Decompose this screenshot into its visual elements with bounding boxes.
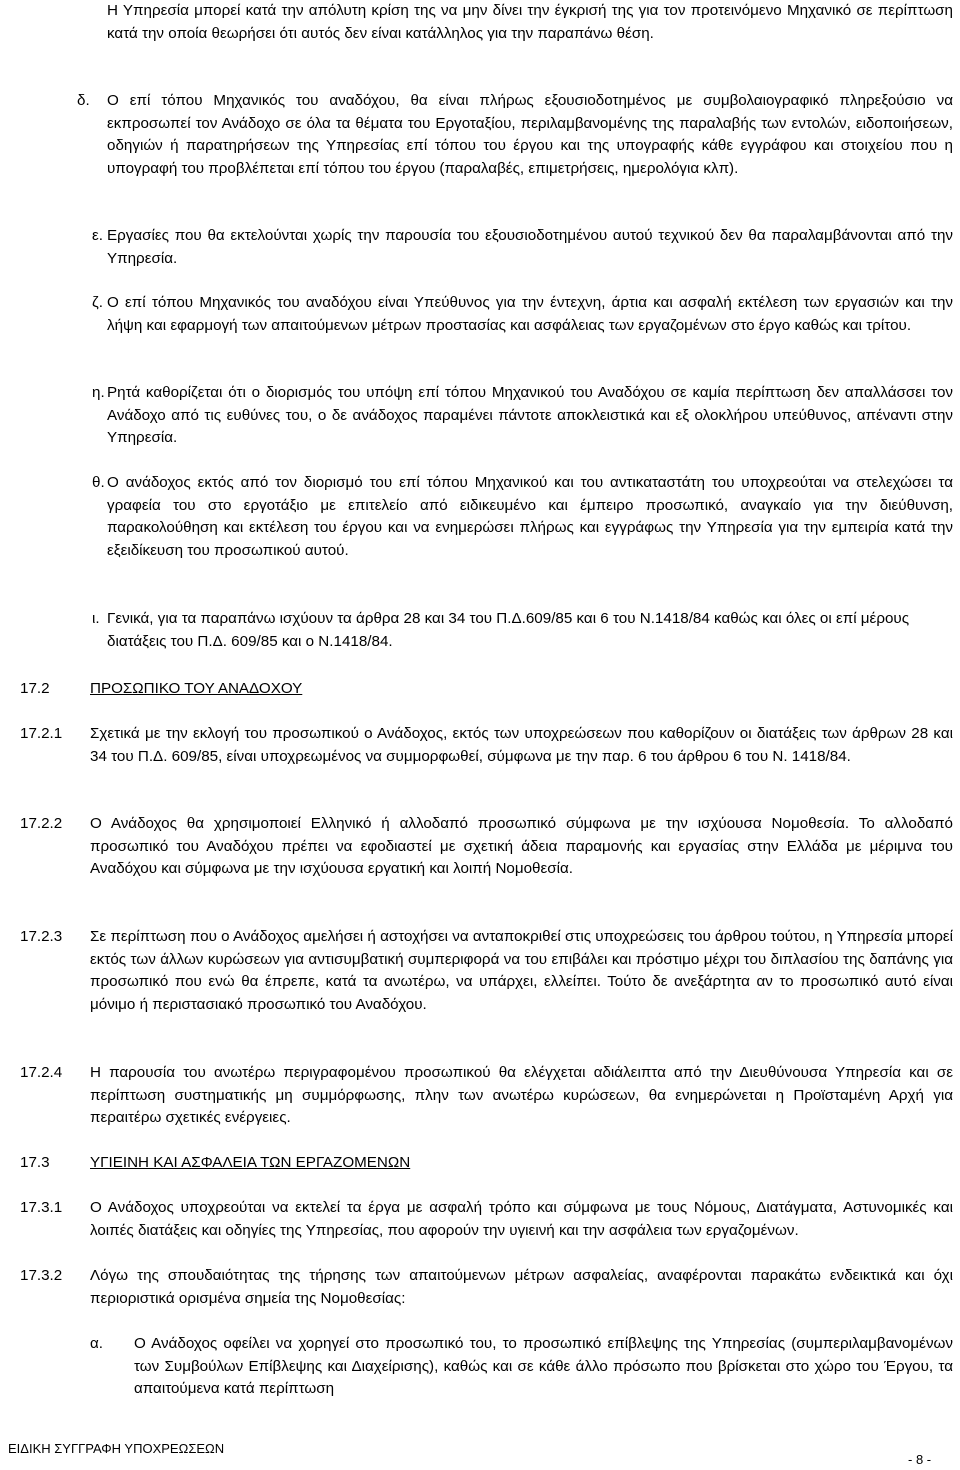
item-text-delta: Ο επί τόπου Μηχανικός του αναδόχου, θα είναι πλήρως εξουσιοδοτημένος με συμβολαιογραφικό πληρεξούσιο να εκπροσωπεί τον Ανάδοχο σε όλα τα θέματα του Εργοταξίου, περιλαμβανομένης της παραλαβής των εντολών, ειδοποιήσεων, οδηγιών ή παρατηρήσεων της Υπηρεσίας επί τόπου του έργου και της υπογραφής κάθε εγγράφου και στοιχείου που η υπογραφή του προβλέπεται επί τόπου του έργου (παραλαβές, επιμετρήσεις, ημερολόγια κλπ). — [107, 92, 953, 177]
section-title-17-2: ΠΡΟΣΩΠΙΚΟ ΤΟΥ ΑΝΑΔΟΧΟΥ — [90, 680, 303, 697]
item-text-zeta: Ο επί τόπου Μηχανικός του αναδόχου είναι Υπεύθυνος για την έντεχνη, άρτια και ασφαλή εκτέλεση των εργασιών και την λήψη και εφαρμογή των απαιτούμενων μέτρων προστασίας και ασφάλειας των εργαζομένων στο έργο καθώς και τρίτου. — [107, 294, 953, 334]
subsection-number-17-3-1: 17.3.1 — [20, 1199, 63, 1216]
subsection-text-17-2-3: Σε περίπτωση που ο Ανάδοχος αμελήσει ή αστοχήσει να ανταποκριθεί στις υποχρεώσεις του άρθρου τούτου, η Υπηρεσία μπορεί εκτός των άλλων κυρώσεων για αντισυμβατική συμπεριφορά να του επιβάλει και πρόστιμο μέχρι του διπλασίου της δαπάνης για προσωπικό που ενώ θα έπρεπε, κατά τα ανωτέρω, να υπάρχει, ελλείπει. Τούτο δε ανεξάρτητα αν το προσωπικό αυτό είναι μόνιμο ή περιστασιακό προσωπικό του Αναδόχου. — [90, 928, 953, 1013]
subsection-text-17-2-1: Σχετικά με την εκλογή του προσωπικού ο Ανάδοχος, εκτός των υποχρεώσεων που καθορίζουν οι διατάξεις των άρθρων 28 και 34 του Π.Δ. 609/85, είναι υποχρεωμένος να συμμορφωθεί, σύμφωνα με την παρ. 6 του άρθρου 6 του Ν. 1418/84. — [90, 725, 953, 765]
subsection-number-17-2-4: 17.2.4 — [20, 1064, 63, 1081]
item-mark-iota: ι. — [92, 610, 100, 627]
subsection-number-17-2-3: 17.2.3 — [20, 928, 63, 945]
subsection-number-17-3-2: 17.3.2 — [20, 1267, 63, 1284]
item-mark-theta: θ. — [92, 474, 105, 491]
section-number-17-2: 17.2 — [20, 680, 50, 697]
item-text-theta: Ο ανάδοχος εκτός από τον διορισμό του επί τόπου Μηχανικού και του αντικαταστάτη του υποχρεούται να στελεχώσει τα γραφεία του στο εργοτάξιο με επιτελείο από ειδικευμένο και έμπειρο προσωπικό, αναγκαίο για την διεύθυνση, παρακολούθηση και εκτέλεση του έργου και να ενημερώσει πλήρως και εγγράφως την Υπηρεσία για την εμπειρία κατά την εξειδίκευση του προσωπικού αυτού. — [107, 474, 953, 559]
subsection-number-17-2-1: 17.2.1 — [20, 725, 63, 742]
item-mark-eta: η. — [92, 384, 105, 401]
intro-paragraph: Η Υπηρεσία μπορεί κατά την απόλυτη κρίση της να μην δίνει την έγκρισή της για τον προτεινόμενο Μηχανικό σε περίπτωση κατά την οποία θεωρήσει ότι αυτός δεν είναι κατάλληλος για την παραπάνω θέση. — [107, 2, 953, 42]
item-mark-delta: δ. — [77, 92, 90, 109]
footer-page-number: - 8 - — [908, 1452, 932, 1467]
item-text-alpha: Ο Ανάδοχος οφείλει να χορηγεί στο προσωπικό του, το προσωπικό επίβλεψης της Υπηρεσίας (συμπεριλαμβανομένων των Συμβούλων Επίβλεψης και Διαχείρισης), καθώς και σε κάθε άλλο πρόσωπο που βρίσκεται στο χώρο του Έργου, τα απαιτούμενα κατά περίπτωση — [134, 1335, 953, 1397]
item-mark-alpha: α. — [90, 1335, 103, 1352]
subsection-number-17-2-2: 17.2.2 — [20, 815, 63, 832]
footer-document-title: ΕΙΔΙΚΗ ΣΥΓΓΡΑΦΗ ΥΠΟΧΡΕΩΣΕΩΝ — [8, 1441, 225, 1456]
item-text-iota: Γενικά, για τα παραπάνω ισχύουν τα άρθρα 28 και 34 του Π.Δ.609/85 και 6 του Ν.1418/84 καθώς και όλες οι επί μέρους διατάξεις του Π.Δ. 609/85 και ο Ν.1418/84. — [107, 610, 910, 650]
subsection-text-17-2-2: Ο Ανάδοχος θα χρησιμοποιεί Ελληνικό ή αλλοδαπό προσωπικό σύμφωνα με την ισχύουσα Νομοθεσία. Το αλλοδαπό προσωπικό του Αναδόχου πρέπει να εφοδιαστεί με σχετική άδεια παραμονής και εργασίας στην Ελλάδα με μέριμνα του Αναδόχου και σύμφωνα με την ισχύουσα εργατική και λοιπή Νομοθεσία. — [90, 815, 953, 877]
subsection-text-17-3-2: Λόγω της σπουδαιότητας της τήρησης των απαιτούμενων μέτρων ασφαλείας, αναφέρονται παρακάτω ενδεικτικά και όχι περιοριστικά ορισμένα σημεία της Νομοθεσίας: — [90, 1267, 953, 1307]
section-title-17-3: ΥΓΙΕΙΝΗ ΚΑΙ ΑΣΦΑΛΕΙΑ ΤΩΝ ΕΡΓΑΖΟΜΕΝΩΝ — [90, 1154, 411, 1171]
subsection-text-17-3-1: Ο Ανάδοχος υποχρεούται να εκτελεί τα έργα με ασφαλή τρόπο και σύμφωνα με τους Νόμους, Διατάγματα, Αστυνομικές και λοιπές διατάξεις και οδηγίες της Υπηρεσίας, που αφορούν την υγιεινή και την ασφάλεια των εργαζομένων. — [90, 1199, 953, 1239]
subsection-text-17-2-4: Η παρουσία του ανωτέρω περιγραφομένου προσωπικού θα ελέγχεται αδιάλειπτα από την Διευθύνουσα Υπηρεσία και σε περίπτωση συστηματικής μη συμμόρφωσης, πλην των ανωτέρω κυρώσεων, θα ενημερώνεται η Προϊσταμένη Αρχή για περαιτέρω σχετικές ενέργειες. — [90, 1064, 953, 1126]
item-text-epsilon: Εργασίες που θα εκτελούνται χωρίς την παρουσία του εξουσιοδοτημένου αυτού τεχνικού δεν θα παραλαμβάνονται από την Υπηρεσία. — [107, 227, 953, 267]
item-text-eta: Ρητά καθορίζεται ότι ο διορισμός του υπόψη επί τόπου Μηχανικού του Αναδόχου σε καμία περίπτωση δεν απαλλάσσει τον Ανάδοχο από τις ευθύνες του, ο δε ανάδοχος παραμένει πάντοτε αποκλειστικά και εξ ολοκλήρου υπεύθυνος, απέναντι στην Υπηρεσία. — [107, 384, 953, 446]
item-mark-zeta: ζ. — [92, 294, 103, 311]
section-number-17-3: 17.3 — [20, 1154, 50, 1171]
item-mark-epsilon: ε. — [92, 227, 103, 244]
